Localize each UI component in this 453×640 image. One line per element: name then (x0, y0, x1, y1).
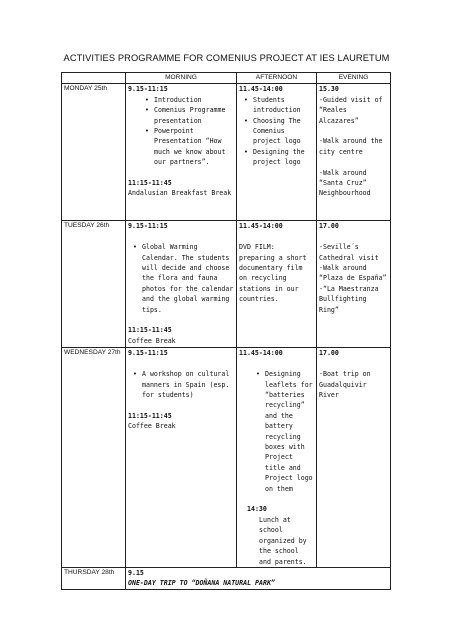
list-item: • Global Warming Calendar. The students will decide and choose the flora and fauna photos for the calendar and the global warming tips. (128, 242, 234, 315)
tuesday-evening-line: -Seville´s Cathedral visit (319, 243, 379, 262)
day-wednesday: WEDNESDAY 27th (62, 348, 126, 568)
monday-morning-list (128, 95, 234, 168)
day-monday: MONDAY 25th (62, 84, 126, 221)
monday-evening-line: -Guided visit of “Reales Alcazares” (319, 95, 383, 125)
list-item: • Students introduction (239, 95, 314, 116)
thursday-trip (126, 567, 391, 589)
list-item: • A workshop on cultural manners in Spain (esp. for students) (128, 369, 234, 400)
day-thursday: THURSDAY 28th (62, 567, 126, 589)
tuesday-evening-time: 17.00 (319, 222, 339, 231)
day-tuesday: TUESDAY 26th (62, 221, 126, 348)
header-afternoon: AFTERNOON (237, 73, 317, 84)
tuesday-break-label: Coffee Break (128, 336, 176, 345)
monday-evening-time: 15.30 (319, 85, 339, 94)
list-item: • Powerpoint Presentation “How much we know about our partners”. (140, 126, 234, 168)
row-tuesday (62, 221, 391, 348)
list-item: • Choosing The Comenius project logo (239, 116, 314, 147)
wednesday-morning-time: 9.15-11:15 (128, 349, 168, 358)
list-item: • Introduction (140, 95, 234, 105)
wednesday-lunch-text: Lunch at school organized by the school and parents. (259, 515, 307, 566)
monday-morning-time: 9.15-11:15 (128, 85, 168, 94)
row-thursday (62, 567, 391, 589)
list-item: • Designing the project logo (239, 147, 314, 168)
wednesday-morning-list (128, 369, 234, 400)
wednesday-afternoon-list (239, 369, 314, 494)
monday-evening-line: -Walk around the city centre (319, 137, 383, 156)
monday-afternoon-list (239, 95, 314, 168)
wednesday-evening-text: -Boat trip on Guadalquivir River (319, 370, 371, 400)
monday-break-label: Andalusian Breakfast Break (128, 189, 232, 198)
monday-morning (126, 84, 237, 221)
list-item: • Designing leaflets for “batteries recycling” and the battery recycling boxes with Project title and Project logo on them (251, 369, 314, 494)
programme-table (61, 72, 391, 590)
wednesday-evening (317, 348, 391, 568)
wednesday-afternoon (237, 348, 317, 568)
tuesday-afternoon-time: 11.45-14:00 (239, 222, 283, 231)
list-item: • Comenius Programme presentation (140, 105, 234, 126)
monday-afternoon (237, 84, 317, 221)
wednesday-break-time: 11:15-11:45 (128, 411, 172, 420)
thursday-trip-text: ONE-DAY TRIP TO “DOÑANA NATURAL PARK” (128, 579, 275, 588)
header-evening: EVENING (317, 73, 391, 84)
wednesday-afternoon-time: 11.45-14:00 (239, 349, 283, 358)
tuesday-afternoon (237, 221, 317, 348)
tuesday-evening-line: -“La Maestranza Bullfighting Ring” (319, 284, 379, 314)
row-wednesday (62, 348, 391, 568)
thursday-time: 9.15 (128, 568, 144, 577)
tuesday-morning-time: 9.15-11:15 (128, 222, 168, 231)
monday-evening-line: -Walk around “Santa Cruz” Neighbourhood (319, 168, 371, 198)
tuesday-evening (317, 221, 391, 348)
wednesday-lunch-time: 14:30 (247, 505, 267, 514)
wednesday-morning (126, 348, 237, 568)
header-morning: MORNING (126, 73, 237, 84)
monday-afternoon-time: 11.45-14:00 (239, 85, 283, 94)
tuesday-morning (126, 221, 237, 348)
wednesday-evening-time: 17.00 (319, 349, 339, 358)
tuesday-afternoon-text: DVD FILM: preparing a short documentary film on recycling stations in our countries. (239, 243, 307, 304)
tuesday-evening-line: -Walk around “Plaza de España” (319, 264, 387, 283)
monday-break-time: 11:15-11:45 (128, 179, 172, 188)
row-monday (62, 84, 391, 221)
wednesday-break-label: Coffee Break (128, 422, 176, 431)
tuesday-morning-list (128, 242, 234, 315)
monday-evening (317, 84, 391, 221)
page-title: ACTIVITIES PROGRAMME FOR COMENIUS PROJECT AT IES LAURETUM (63, 53, 390, 63)
tuesday-break-time: 11:15-11:45 (128, 326, 172, 335)
header-row (62, 73, 391, 84)
